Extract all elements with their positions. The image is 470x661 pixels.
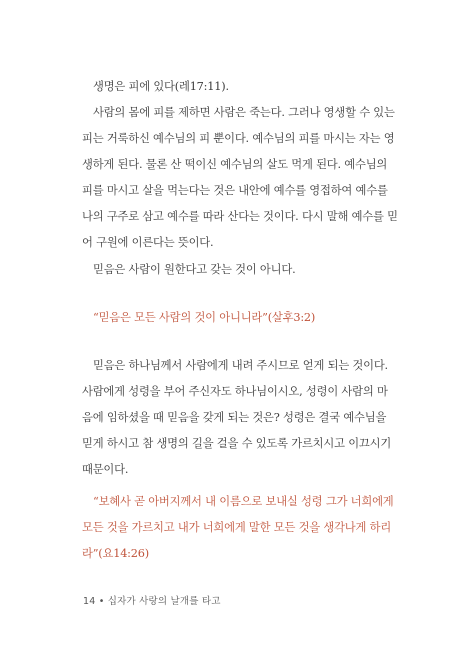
text-line: 생하게 된다. 물론 산 떡이신 예수님의 살도 먹게 된다. 예수님의 bbox=[82, 158, 388, 171]
paragraph-faith-from-god bbox=[82, 353, 398, 483]
text-line: 어 구원에 이른다는 뜻이다. bbox=[82, 236, 214, 249]
footer-separator: • bbox=[98, 596, 105, 607]
text-line: 피를 마시고 살을 먹는다는 것은 내안에 예수를 영접하여 예수를 bbox=[82, 184, 388, 197]
paragraph-life-in-blood bbox=[82, 74, 398, 100]
text-line: 때문이다. bbox=[82, 463, 129, 476]
book-title: 십자가 사랑의 날개를 타고 bbox=[107, 596, 221, 607]
text-line: 믿음은 하나님께서 사람에게 내려 주시므로 얻게 되는 것이다. bbox=[93, 359, 388, 372]
text-line: 믿음은 사람이 원한다고 갖는 것이 아니다. bbox=[93, 263, 296, 276]
text-line: 음에 임하셨을 때 믿음을 갖게 되는 것은? 성령은 결국 예수님을 bbox=[82, 411, 387, 424]
scripture-quote-2thess bbox=[82, 305, 398, 331]
text-line: 나의 구주로 삼고 예수를 따라 산다는 것이다. 다시 말해 예수를 믿 bbox=[82, 210, 398, 223]
paragraph-faith-not-by-will bbox=[82, 257, 398, 283]
quote-line: “믿음은 모든 사람의 것이 아니니라”(살후3:2) bbox=[93, 311, 316, 324]
page-footer bbox=[83, 593, 221, 607]
scripture-quote-john bbox=[82, 489, 398, 567]
paragraph-blood-of-jesus bbox=[82, 100, 398, 256]
text-line: 사람에게 성령을 부어 주신자도 하나님이시오, 성령이 사람의 마 bbox=[82, 385, 388, 398]
quote-line: “보혜사 곧 아버지께서 내 이름으로 보내실 성령 그가 너희에게 bbox=[93, 495, 394, 508]
quote-line: 라”(요14:26) bbox=[82, 547, 149, 560]
text-line: 생명은 피에 있다(레17:11). bbox=[93, 80, 229, 93]
text-line: 피는 거룩하신 예수님의 피 뿐이다. 예수님의 피를 마시는 자는 영 bbox=[82, 132, 395, 145]
quote-line: 모든 것을 가르치고 내가 너희에게 말한 모든 것을 생각나게 하리 bbox=[82, 521, 392, 534]
text-line: 믿게 하시고 참 생명의 길을 걸을 수 있도록 가르치시고 이끄시기 bbox=[82, 437, 392, 450]
page-number: 14 bbox=[83, 596, 96, 607]
text-line: 사람의 몸에 피를 제하면 사람은 죽는다. 그러나 영생할 수 있는 bbox=[93, 106, 395, 119]
